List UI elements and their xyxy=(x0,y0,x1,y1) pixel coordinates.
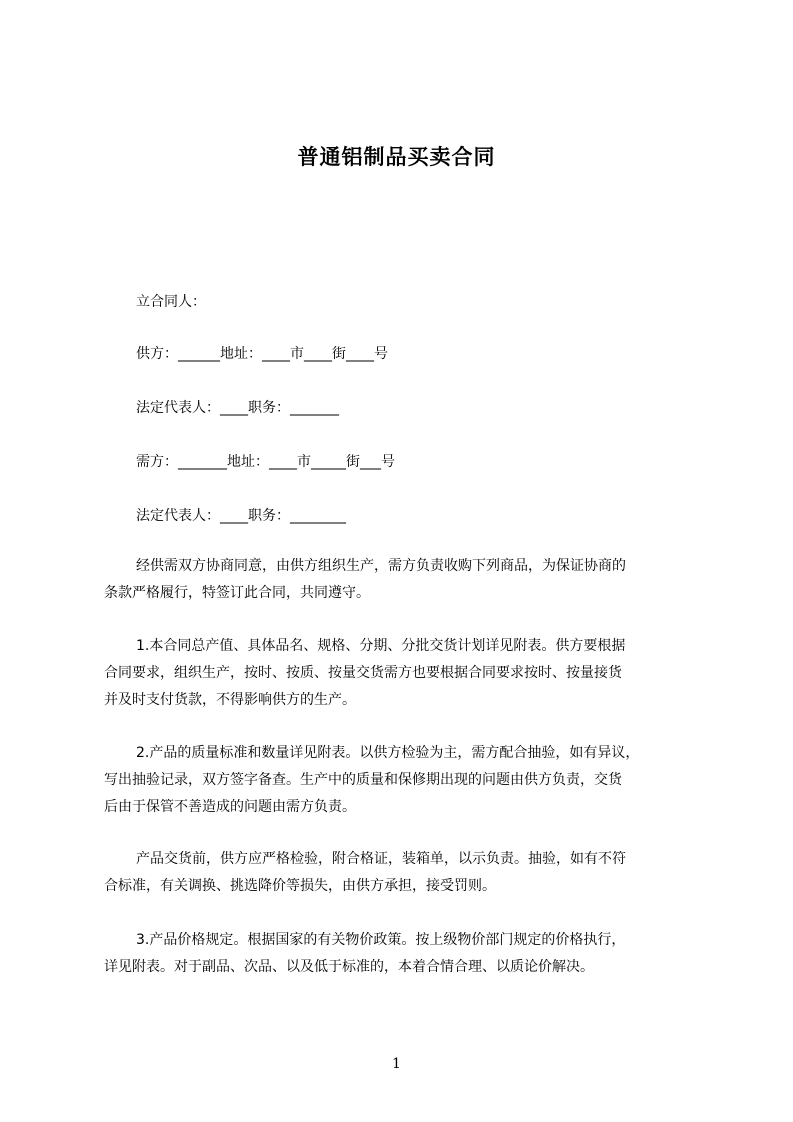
page-number: 1 xyxy=(392,1056,401,1072)
clause-1-paragraph xyxy=(104,633,704,714)
parties-intro: 立合同人： xyxy=(136,294,206,310)
buyer-representative-line: 法定代表人：____职务：________ xyxy=(136,508,346,524)
clause-1-line: 1.本合同总产值、具体品名、规格、分期、分批交货计划详见附表。供方要根据 xyxy=(136,638,626,654)
clause-3-paragraph xyxy=(104,927,704,981)
clause-1-line: 并及时支付货款，不得影响供方的生产。 xyxy=(104,692,356,708)
clause-3-line: 详见附表。对于副品、次品、以及低于标准的，本着合情合理、以质论价解决。 xyxy=(104,959,594,975)
preamble-line: 条款严格履行，特签订此合同，共同遵守。 xyxy=(104,585,370,601)
page-title: 普通铝制品买卖合同 xyxy=(297,145,496,169)
clause-3-line: 3.产品价格规定。根据国家的有关物价政策。按上级物价部门规定的价格执行， xyxy=(136,932,626,948)
preamble-line: 经供需双方协商同意，由供方组织生产，需方负责收购下列商品，为保证协商的 xyxy=(136,558,626,574)
buyer-line: 需方：_______地址：____市_____街___号 xyxy=(136,454,395,470)
clause-2-line: 写出抽验记录，双方签字备查。生产中的质量和保修期出现的问题由供方负责，交货 xyxy=(104,772,622,788)
clause-2-paragraph xyxy=(104,740,704,821)
inspection-paragraph xyxy=(104,846,704,900)
preamble-paragraph xyxy=(104,553,704,607)
inspection-line: 合标准，有关调换、挑选降价等损失，由供方承担，接受罚则。 xyxy=(104,878,496,894)
clause-2-line: 2.产品的质量标准和数量详见附表。以供方检验为主，需方配合抽验，如有异议， xyxy=(136,745,640,761)
clause-2-line: 后由于保管不善造成的问题由需方负责。 xyxy=(104,799,356,815)
inspection-line: 产品交货前，供方应严格检验，附合格证，装箱单，以示负责。抽验，如有不符 xyxy=(136,851,626,867)
supplier-representative-line: 法定代表人：____职务：_______ xyxy=(136,400,339,416)
clause-1-line: 合同要求，组织生产，按时、按质、按量交货需方也要根据合同要求按时、按量接货 xyxy=(104,665,622,681)
supplier-line: 供方：______地址：____市____街____号 xyxy=(136,346,388,362)
